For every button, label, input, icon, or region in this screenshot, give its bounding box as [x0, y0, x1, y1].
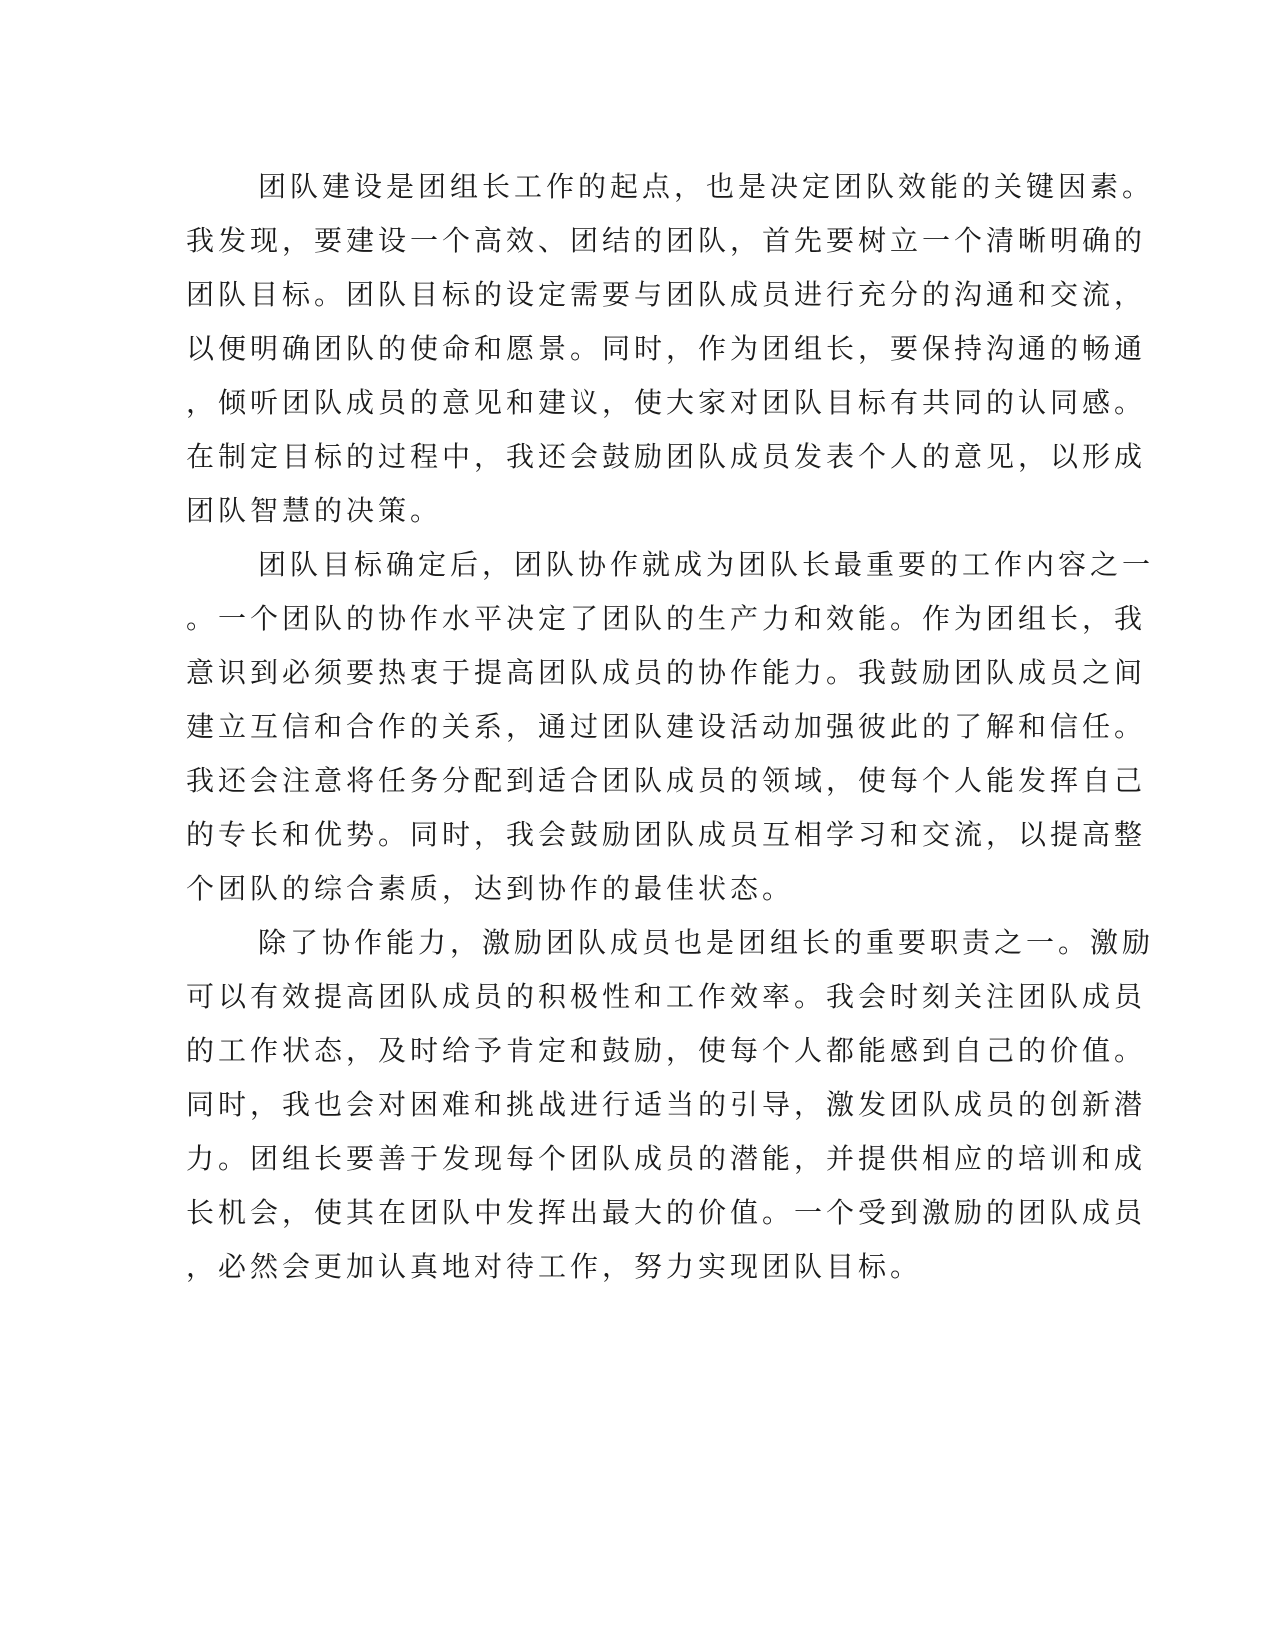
paragraph-3-line-6: 长机会，使其在团队中发挥出最大的价值。一个受到激励的团队成员	[186, 1196, 1147, 1229]
paragraph-1-line-3: 团队目标。团队目标的设定需要与团队成员进行充分的沟通和交流，	[186, 278, 1147, 311]
paragraph-2-line-7: 个团队的综合素质，达到协作的最佳状态。	[186, 872, 795, 905]
document-body	[186, 160, 1155, 1294]
paragraph-2-line-2: 。一个团队的协作水平决定了团队的生产力和效能。作为团组长，我	[186, 602, 1147, 635]
paragraph-1-line-7: 团队智慧的决策。	[186, 494, 443, 527]
paragraph-2-line-6: 的专长和优势。同时，我会鼓励团队成员互相学习和交流，以提高整	[186, 818, 1147, 851]
paragraph-3-line-1: 除了协作能力，激励团队成员也是团组长的重要职责之一。激励	[258, 926, 1155, 959]
paragraph-3-line-4: 同时，我也会对困难和挑战进行适当的引导，激发团队成员的创新潜	[186, 1088, 1147, 1121]
paragraph-3-line-2: 可以有效提高团队成员的积极性和工作效率。我会时刻关注团队成员	[186, 980, 1147, 1013]
paragraph-3-line-7: ，必然会更加认真地对待工作，努力实现团队目标。	[186, 1250, 923, 1283]
paragraph-2-line-5: 我还会注意将任务分配到适合团队成员的领域，使每个人能发挥自己	[186, 764, 1147, 797]
paragraph-1-line-4: 以便明确团队的使命和愿景。同时，作为团组长，要保持沟通的畅通	[186, 332, 1147, 365]
paragraph-2-line-3: 意识到必须要热衷于提高团队成员的协作能力。我鼓励团队成员之间	[186, 656, 1147, 689]
paragraph-1-line-6: 在制定目标的过程中，我还会鼓励团队成员发表个人的意见，以形成	[186, 440, 1147, 473]
paragraph-3-line-5: 力。团组长要善于发现每个团队成员的潜能，并提供相应的培训和成	[186, 1142, 1147, 1175]
paragraph-1-line-2: 我发现，要建设一个高效、团结的团队，首先要树立一个清晰明确的	[186, 224, 1147, 257]
paragraph-1-line-5: ，倾听团队成员的意见和建议，使大家对团队目标有共同的认同感。	[186, 386, 1147, 419]
paragraph-1-line-1: 团队建设是团组长工作的起点，也是决定团队效能的关键因素。	[258, 170, 1155, 203]
paragraph-3-line-3: 的工作状态，及时给予肯定和鼓励，使每个人都能感到自己的价值。	[186, 1034, 1147, 1067]
paragraph-2-line-1: 团队目标确定后，团队协作就成为团队长最重要的工作内容之一	[258, 548, 1155, 581]
paragraph-2-line-4: 建立互信和合作的关系，通过团队建设活动加强彼此的了解和信任。	[186, 710, 1147, 743]
